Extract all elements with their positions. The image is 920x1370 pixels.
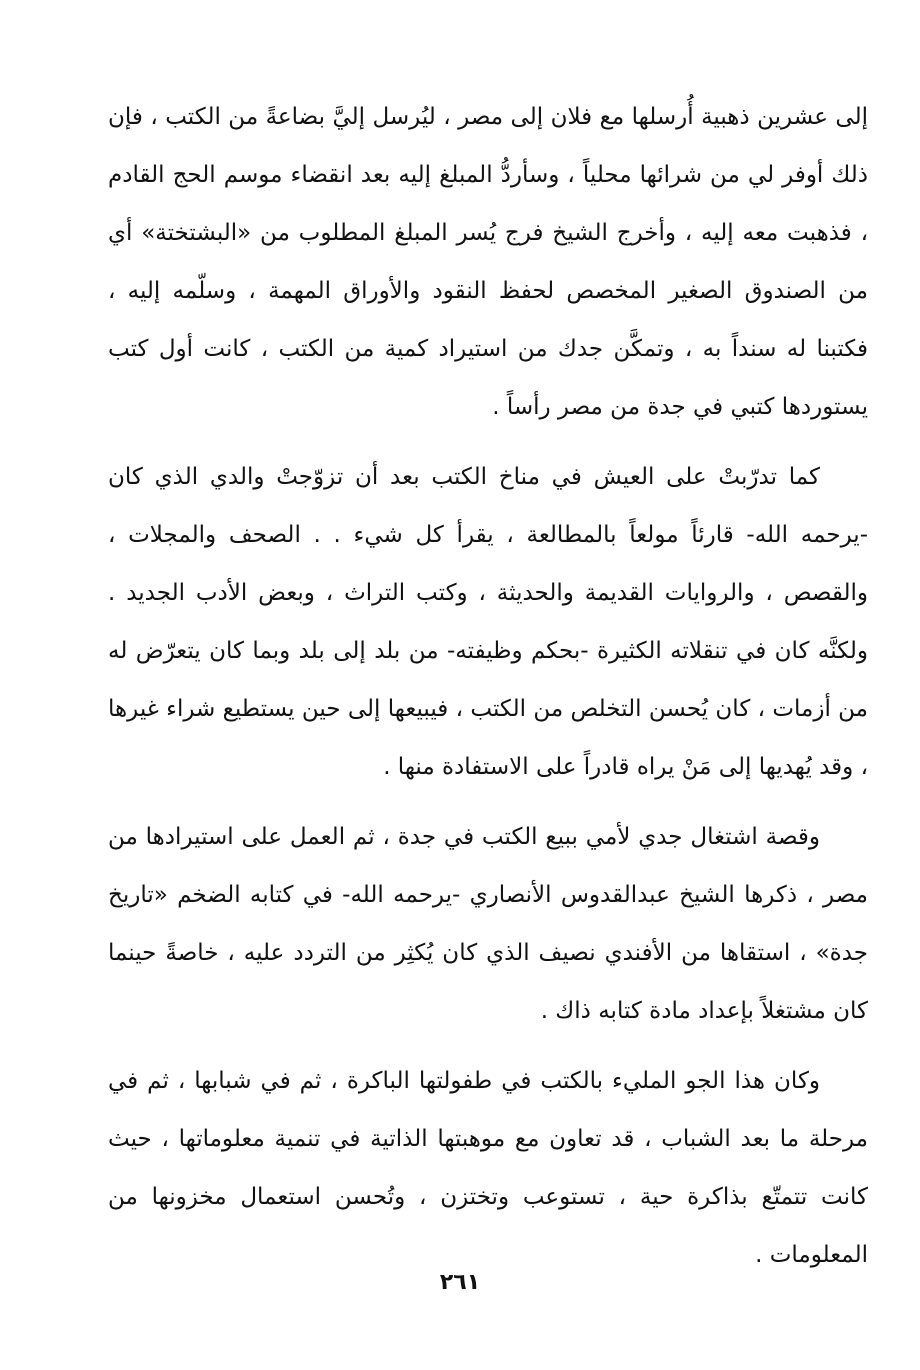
paragraph-4: وكان هذا الجو المليء بالكتب في طفولتها الباكرة ، ثم في شبابها ، ثم في مرحلة ما بعد الشباب ، قد تعاون مع موهبتها الذاتية في تنمية معلوماتها ، حيث كانت تتمتّع بذاكرة حية ، تستوعب وتختزن ، وتُحسن استعمال مخزونها من المعلومات . (108, 1068, 868, 1268)
paragraph-1: إلى عشرين ذهبية أُرسلها مع فلان إلى مصر ، ليُرسل إليَّ بضاعةً من الكتب ، فإن ذلك أوفر لي من شرائها محلياً ، وسأردُّ المبلغ إليه بعد انقضاء موسم الحج القادم ، فذهبت معه إليه ، وأخرج الشيخ فرج يُسر المبلغ المطلوب من «البشتختة» أي من الصندوق الصغير المخصص لحفظ النقود والأوراق المهمة ، وسلّمه إليه ، فكتبنا له سنداً به ، وتمكَّن جدك من استيراد كمية من الكتب ، كانت أول كتب يستوردها كتبي في جدة من مصر رأساً . (108, 104, 868, 420)
page-number: ٢٦١ (439, 1270, 481, 1295)
paragraph-2: كما تدرّبتْ على العيش في مناخ الكتب بعد أن تزوّجتْ والدي الذي كان -يرحمه الله- قارئاً مولعاً بالمطالعة ، يقرأ كل شيء . . الصحف والمجلات ، والقصص ، والروايات القديمة والحديثة ، وكتب التراث ، وبعض الأدب الجديد . ولكنَّه كان في تنقلاته الكثيرة -بحكم وظيفته- من بلد إلى بلد وبما كان يتعرّض له من أزمات ، كان يُحسن التخلص من الكتب ، فيبيعها إلى حين يستطيع شراء غيرها ، وقد يُهديها إلى مَنْ يراه قادراً على الاستفادة منها . (108, 464, 868, 780)
paragraph-3: وقصة اشتغال جدي لأمي ببيع الكتب في جدة ، ثم العمل على استيرادها من مصر ، ذكرها الشيخ عبدالقدوس الأنصاري -يرحمه الله- في كتابه الضخم «تاريخ جدة» ، استقاها من الأفندي نصيف الذي كان يُكثِر من التردد عليه ، خاصةً حينما كان مشتغلاً بإعداد مادة كتابه ذاك . (108, 824, 868, 1024)
body-text (108, 88, 868, 1284)
